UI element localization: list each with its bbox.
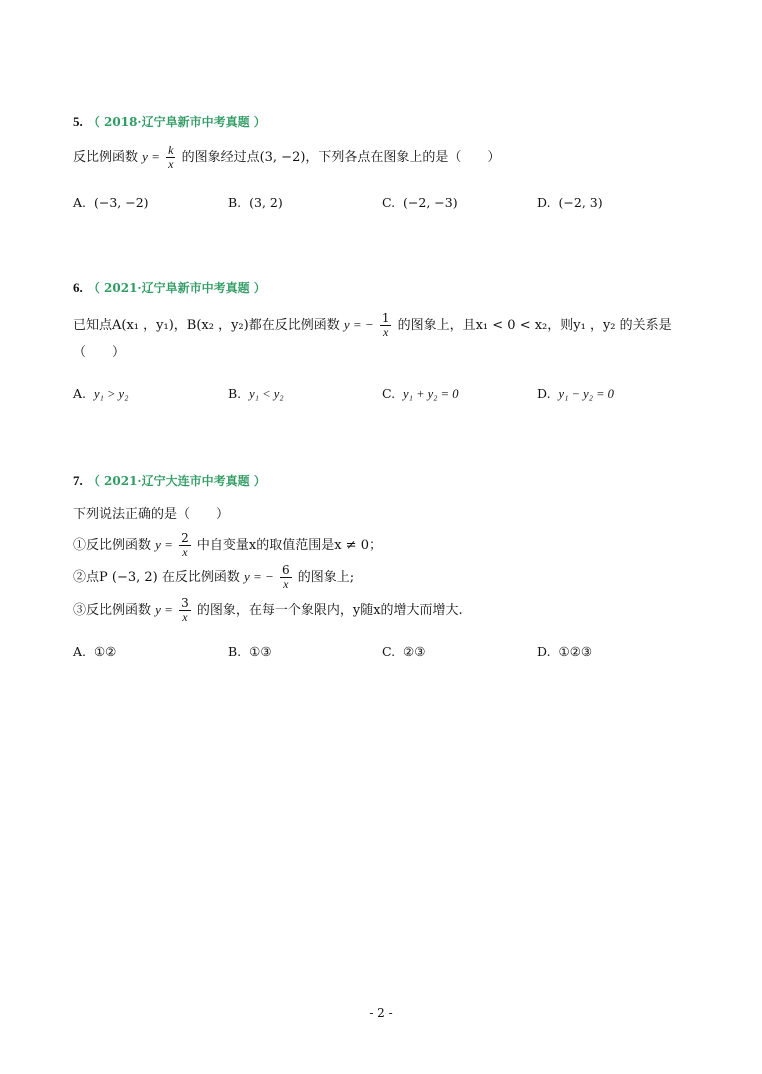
option-d[interactable] xyxy=(537,195,603,210)
option-text: ①② xyxy=(93,644,117,659)
fraction-numerator: 1 xyxy=(381,311,390,325)
option-label: D. xyxy=(537,386,551,401)
fraction-numerator: 3 xyxy=(181,596,189,610)
fraction-numerator: k xyxy=(168,143,174,157)
stem-text: 的图象上，且x₁ < 0 < x₂，则y₁ ，y₂ 的关系是 xyxy=(397,318,672,333)
option-label: C. xyxy=(382,195,396,210)
statement-3 xyxy=(73,597,463,624)
stem-text: 反比例函数 xyxy=(73,150,139,165)
question-7-header xyxy=(73,470,266,489)
math-lhs: y = − xyxy=(244,569,274,584)
option-text: (3, 2) xyxy=(249,195,283,210)
statement-text: 的图象，在每一个象限内，y随x的增大而增大. xyxy=(196,603,463,618)
statement-text: 的图象上; xyxy=(297,570,355,585)
question-6-stem-line2: （ ） xyxy=(73,345,126,360)
option-a[interactable] xyxy=(73,195,149,210)
math-lhs: y = − xyxy=(343,317,374,332)
option-b[interactable] xyxy=(228,644,272,659)
fraction xyxy=(179,532,191,559)
option-label: C. xyxy=(382,386,396,401)
option-c[interactable] xyxy=(382,644,425,659)
option-label: D. xyxy=(537,644,551,659)
question-5-stem xyxy=(73,144,500,171)
question-source: （ 2018·辽宁阜新市中考真题 ） xyxy=(87,115,266,129)
stem-text: 已知点A(x₁ ，y₁)，B(x₂ ，y₂)都在反比例函数 xyxy=(73,318,340,333)
math-lhs: y = xyxy=(142,149,160,164)
fraction-denominator: x xyxy=(182,545,188,559)
option-c[interactable] xyxy=(382,195,458,210)
option-label: B. xyxy=(228,195,242,210)
question-number: 6. xyxy=(73,280,83,295)
statement-text: 中自变量x的取值范围是x ≠ 0； xyxy=(196,538,382,553)
option-label: D. xyxy=(537,195,551,210)
question-6-stem xyxy=(73,312,672,339)
statement-text: ③反比例函数 xyxy=(73,603,152,618)
question-5-header xyxy=(73,111,266,130)
option-text: ②③ xyxy=(403,644,426,659)
option-text: y₁ + y₂ = 0 xyxy=(403,387,459,401)
option-d[interactable] xyxy=(537,386,614,402)
fraction-denominator: x xyxy=(168,157,174,171)
question-number: 7. xyxy=(73,473,83,488)
option-text: (−2, −3) xyxy=(403,195,458,210)
math-lhs: y = xyxy=(155,602,173,617)
fraction xyxy=(380,312,392,339)
option-text: y₁ − y₂ = 0 xyxy=(558,387,614,401)
question-number: 5. xyxy=(73,114,83,129)
fraction-denominator: x xyxy=(182,610,188,624)
option-label: A. xyxy=(73,195,87,210)
option-a[interactable] xyxy=(73,644,116,659)
option-b[interactable] xyxy=(228,386,284,402)
option-text: ①③ xyxy=(249,644,272,659)
fraction-numerator: 2 xyxy=(181,531,189,545)
page-number: - 2 - xyxy=(369,1006,393,1020)
option-label: B. xyxy=(228,644,242,659)
option-text: y₁ > y₂ xyxy=(93,387,129,401)
question-source: （ 2021·辽宁阜新市中考真题 ） xyxy=(87,281,266,295)
option-d[interactable] xyxy=(537,644,592,659)
fraction xyxy=(166,144,175,171)
option-text: (−3, −2) xyxy=(93,195,149,210)
option-text: ①②③ xyxy=(558,644,593,659)
statement-text: ②点P (−3, 2) 在反比例函数 xyxy=(73,570,240,585)
option-label: A. xyxy=(73,386,87,401)
fraction-denominator: x xyxy=(283,577,289,591)
option-text: y₁ < y₂ xyxy=(249,387,284,401)
option-c[interactable] xyxy=(382,386,458,402)
fraction xyxy=(280,564,292,591)
option-label: B. xyxy=(228,386,242,401)
option-text: (−2, 3) xyxy=(558,195,603,210)
question-6-header xyxy=(73,277,266,296)
option-b[interactable] xyxy=(228,195,283,210)
fraction-numerator: 6 xyxy=(281,563,290,577)
option-label: C. xyxy=(382,644,396,659)
option-a[interactable] xyxy=(73,386,128,402)
stem-text: 的图象经过点(3, −2)，下列各点在图象上的是（ ） xyxy=(181,150,501,165)
fraction xyxy=(179,597,191,624)
fraction-denominator: x xyxy=(382,325,389,339)
option-label: A. xyxy=(73,644,87,659)
question-7-stem: 下列说法正确的是（ ） xyxy=(73,507,230,522)
statement-text: ①反比例函数 xyxy=(73,538,152,553)
statement-1 xyxy=(73,532,382,559)
math-lhs: y = xyxy=(155,537,173,552)
statement-2 xyxy=(73,564,354,591)
question-source: （ 2021·辽宁大连市中考真题 ） xyxy=(87,474,266,488)
